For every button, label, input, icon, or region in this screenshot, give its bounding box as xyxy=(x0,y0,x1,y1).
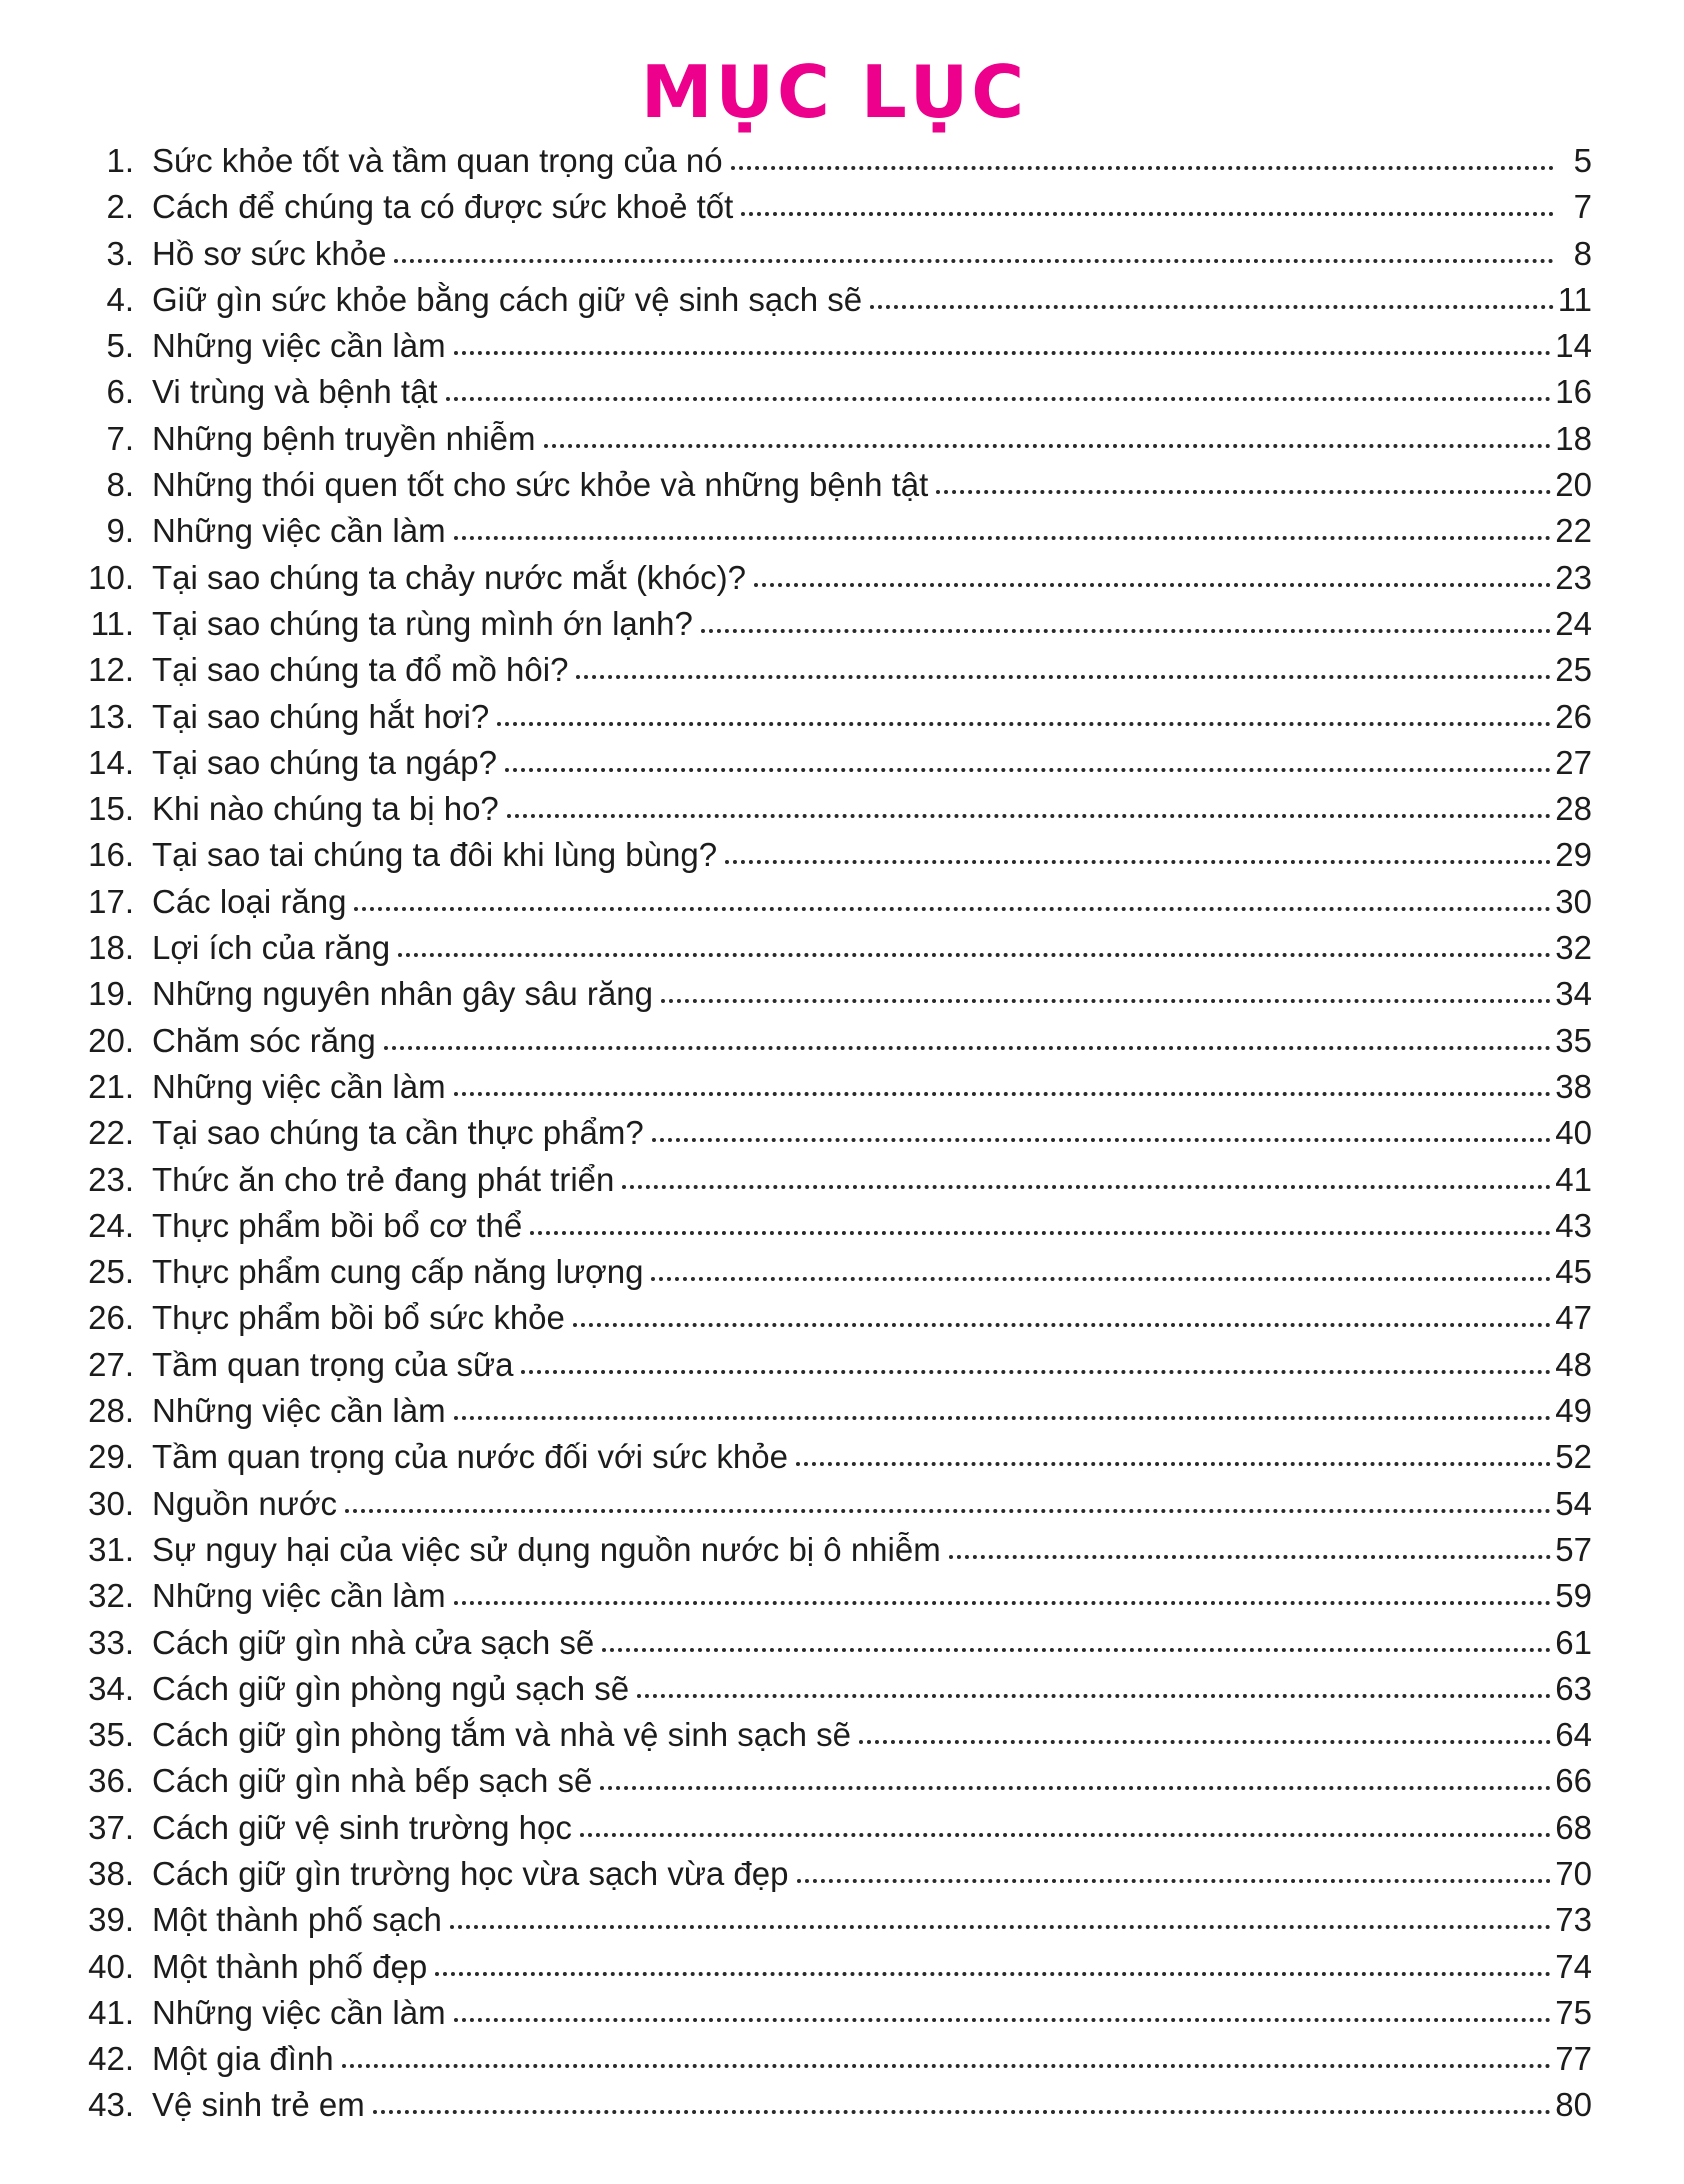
toc-entry-number: 30. xyxy=(88,1484,134,1522)
toc-entry xyxy=(76,1990,1592,2036)
toc-entry-number: 6. xyxy=(106,373,134,411)
toc-entry-title: Những việc cần làm xyxy=(152,327,446,365)
toc-entry-page: 40 xyxy=(1555,1114,1592,1152)
toc-entry-number: 43. xyxy=(88,2086,134,2124)
toc-entry-number: 19. xyxy=(88,975,134,1013)
toc-entry-page: 11 xyxy=(1557,280,1592,318)
dot-leader xyxy=(580,1833,1551,1837)
dot-leader xyxy=(661,999,1551,1003)
dot-leader xyxy=(701,629,1551,633)
toc-entry xyxy=(76,879,1592,925)
toc-entry-title: Những thói quen tốt cho sức khỏe và những bệnh tật xyxy=(152,466,929,504)
toc-entry-page: 74 xyxy=(1555,1947,1592,1985)
dot-leader xyxy=(373,2110,1552,2114)
toc-entry-title: Một thành phố sạch xyxy=(152,1901,442,1939)
toc-entry-title: Những việc cần làm xyxy=(152,1392,446,1430)
toc-entry-number: 5. xyxy=(106,327,134,365)
toc-entry-number: 32. xyxy=(88,1577,134,1615)
dot-leader xyxy=(394,259,1554,263)
dot-leader xyxy=(454,1416,1552,1420)
dot-leader xyxy=(446,397,1552,401)
toc-entry-number: 31. xyxy=(88,1530,134,1568)
toc-entry-number: 25. xyxy=(88,1253,134,1291)
dot-leader xyxy=(796,1462,1551,1466)
toc-entry-number: 20. xyxy=(88,1021,134,1059)
toc-entry xyxy=(76,231,1592,277)
toc-entry-page: 57 xyxy=(1555,1530,1592,1568)
toc-entry-number: 2. xyxy=(106,188,134,226)
dot-leader xyxy=(859,1740,1551,1744)
dot-leader xyxy=(505,768,1551,772)
dot-leader xyxy=(342,2064,1552,2068)
toc-entry-number: 40. xyxy=(88,1947,134,1985)
toc-entry-number: 35. xyxy=(88,1716,134,1754)
toc-entry-title: Thực phẩm cung cấp năng lượng xyxy=(152,1253,644,1291)
toc-entry xyxy=(76,740,1592,786)
toc-entry-title: Thức ăn cho trẻ đang phát triển xyxy=(152,1160,615,1198)
toc-entry-number: 16. xyxy=(88,836,134,874)
toc-entry-number: 15. xyxy=(88,790,134,828)
page-title: MỤC LỤC xyxy=(640,50,1028,134)
toc-entry-title: Những bệnh truyền nhiễm xyxy=(152,419,536,457)
dot-leader xyxy=(345,1509,1551,1513)
toc-entry-title: Những việc cần làm xyxy=(152,512,446,550)
toc-entry-page: 66 xyxy=(1555,1762,1592,1800)
toc-entry xyxy=(76,1295,1592,1341)
toc-entry-number: 22. xyxy=(88,1114,134,1152)
toc-entry-number: 17. xyxy=(88,882,134,920)
toc-entry-number: 36. xyxy=(88,1762,134,1800)
dot-leader xyxy=(354,907,1551,911)
toc-entry-page: 59 xyxy=(1555,1577,1592,1615)
toc-entry-number: 21. xyxy=(88,1067,134,1105)
toc-entry xyxy=(76,1758,1592,1804)
dot-leader xyxy=(507,814,1552,818)
toc-entry-title: Tại sao chúng hắt hơi? xyxy=(152,697,490,735)
dot-leader xyxy=(454,1092,1552,1096)
toc-entry xyxy=(76,925,1592,971)
dot-leader xyxy=(870,305,1554,309)
dot-leader xyxy=(497,722,1551,726)
toc-entry-title: Những việc cần làm xyxy=(152,1993,446,2031)
toc-entry-page: 80 xyxy=(1555,2086,1592,2124)
dot-leader xyxy=(454,536,1552,540)
toc-entry xyxy=(76,1157,1592,1203)
dot-leader xyxy=(949,1555,1552,1559)
toc-entry xyxy=(76,508,1592,554)
toc-entry-page: 23 xyxy=(1555,558,1592,596)
toc-entry-page: 77 xyxy=(1555,2040,1592,2078)
toc-entry-page: 70 xyxy=(1555,1854,1592,1892)
toc-entry-page: 38 xyxy=(1555,1067,1592,1105)
dot-leader xyxy=(741,212,1554,216)
toc-entry-title: Những việc cần làm xyxy=(152,1577,446,1615)
toc-entry-page: 63 xyxy=(1555,1669,1592,1707)
dot-leader xyxy=(521,1370,1551,1374)
dot-leader xyxy=(544,444,1552,448)
toc-entry-title: Hồ sơ sức khỏe xyxy=(152,234,387,272)
toc-entry-title: Tầm quan trọng của sữa xyxy=(152,1345,514,1383)
toc-entry-page: 41 xyxy=(1555,1160,1592,1198)
toc-entry-number: 33. xyxy=(88,1623,134,1661)
dot-leader xyxy=(576,675,1551,679)
dot-leader xyxy=(936,490,1551,494)
toc-entry-page: 64 xyxy=(1555,1716,1592,1754)
toc-entry-number: 28. xyxy=(88,1392,134,1430)
dot-leader xyxy=(731,166,1554,170)
toc-entry-title: Cách giữ gìn phòng tắm và nhà vệ sinh sạch sẽ xyxy=(152,1716,852,1754)
toc-entry-title: Tầm quan trọng của nước đối với sức khỏe xyxy=(152,1438,788,1476)
toc-entry xyxy=(76,1620,1592,1666)
toc-entry-page: 8 xyxy=(1573,234,1592,272)
dot-leader xyxy=(754,583,1551,587)
toc-entry-page: 73 xyxy=(1555,1901,1592,1939)
toc-entry xyxy=(76,2082,1592,2128)
toc-entry-page: 16 xyxy=(1555,373,1592,411)
toc-entry-title: Thực phẩm bồi bổ cơ thể xyxy=(152,1206,523,1244)
dot-leader xyxy=(530,1231,1551,1235)
toc-entry-title: Các loại răng xyxy=(152,882,347,920)
toc-entry xyxy=(76,277,1592,323)
toc-entry-title: Giữ gìn sức khỏe bằng cách giữ vệ sinh sạch sẽ xyxy=(152,280,863,318)
toc-entry-page: 25 xyxy=(1555,651,1592,689)
toc-entry xyxy=(76,786,1592,832)
dot-leader xyxy=(450,1925,1551,1929)
toc-entry-number: 1. xyxy=(106,142,134,179)
toc-entry-title: Những việc cần làm xyxy=(152,1067,446,1105)
toc-entry-title: Cách giữ gìn phòng ngủ sạch sẽ xyxy=(152,1669,630,1707)
toc-entry-page: 5 xyxy=(1573,142,1592,179)
toc-entry-page: 14 xyxy=(1555,327,1592,365)
toc-entry xyxy=(76,323,1592,369)
dot-leader xyxy=(602,1648,1551,1652)
dot-leader xyxy=(454,2018,1552,2022)
toc-entry-page: 26 xyxy=(1555,697,1592,735)
dot-leader xyxy=(651,1277,1551,1281)
toc-entry-title: Tại sao chúng ta chảy nước mắt (khóc)? xyxy=(152,558,746,596)
toc-entry xyxy=(76,555,1592,601)
toc-entry-title: Chăm sóc răng xyxy=(152,1021,376,1059)
toc-entry-number: 12. xyxy=(88,651,134,689)
toc-entry-page: 24 xyxy=(1555,604,1592,642)
toc-entry-page: 18 xyxy=(1555,419,1592,457)
toc-entry xyxy=(76,1527,1592,1573)
toc-entry-number: 9. xyxy=(106,512,134,550)
toc-entry-page: 32 xyxy=(1555,929,1592,967)
toc-entry-page: 29 xyxy=(1555,836,1592,874)
toc-entry-number: 41. xyxy=(88,1993,134,2031)
dot-leader xyxy=(797,1879,1552,1883)
toc-entry-number: 34. xyxy=(88,1669,134,1707)
toc-entry-number: 18. xyxy=(88,929,134,967)
dot-leader xyxy=(384,1046,1552,1050)
toc-entry-title: Cách giữ vệ sinh trường học xyxy=(152,1808,572,1846)
toc-entry xyxy=(76,1897,1592,1943)
toc-entry-title: Một thành phố đẹp xyxy=(152,1947,428,1985)
toc-entry-number: 8. xyxy=(106,466,134,504)
toc-entry xyxy=(76,1805,1592,1851)
toc-entry xyxy=(76,694,1592,740)
toc-entry-title: Tại sao chúng ta rùng mình ớn lạnh? xyxy=(152,604,693,642)
toc-entry-page: 20 xyxy=(1555,466,1592,504)
toc-entry-page: 68 xyxy=(1555,1808,1592,1846)
toc-entry xyxy=(76,647,1592,693)
toc-entry xyxy=(76,1388,1592,1434)
toc-entry-number: 13. xyxy=(88,697,134,735)
dot-leader xyxy=(637,1694,1551,1698)
dot-leader xyxy=(622,1185,1551,1189)
dot-leader xyxy=(398,953,1551,957)
toc-entry-page: 34 xyxy=(1555,975,1592,1013)
toc-entry-title: Vệ sinh trẻ em xyxy=(152,2086,365,2124)
toc-entry-number: 38. xyxy=(88,1854,134,1892)
toc-entry xyxy=(76,1712,1592,1758)
toc-entry-page: 27 xyxy=(1555,743,1592,781)
toc-entry xyxy=(76,369,1592,415)
toc-entry xyxy=(76,1064,1592,1110)
toc-entry-number: 29. xyxy=(88,1438,134,1476)
dot-leader xyxy=(454,351,1552,355)
toc-entry-title: Cách giữ gìn trường học vừa sạch vừa đẹp xyxy=(152,1854,789,1892)
toc-entry-title: Những nguyên nhân gây sâu răng xyxy=(152,975,653,1013)
toc-entry-title: Một gia đình xyxy=(152,2040,334,2078)
toc-entry-title: Tại sao chúng ta đổ mồ hôi? xyxy=(152,651,569,689)
dot-leader xyxy=(435,1972,1551,1976)
toc-entry-number: 14. xyxy=(88,743,134,781)
toc-entry xyxy=(76,1573,1592,1619)
toc-entry xyxy=(76,184,1592,230)
toc-entry xyxy=(76,1110,1592,1156)
toc-entry xyxy=(76,832,1592,878)
toc-list xyxy=(76,138,1592,2129)
toc-entry-title: Tại sao chúng ta cần thực phẩm? xyxy=(152,1114,644,1152)
toc-entry-page: 61 xyxy=(1555,1623,1592,1661)
toc-entry xyxy=(76,1249,1592,1295)
toc-entry-title: Nguồn nước xyxy=(152,1484,337,1522)
toc-entry xyxy=(76,1342,1592,1388)
toc-entry-title: Lợi ích của răng xyxy=(152,929,391,967)
toc-entry-number: 42. xyxy=(88,2040,134,2078)
dot-leader xyxy=(573,1323,1551,1327)
toc-entry-number: 26. xyxy=(88,1299,134,1337)
toc-entry-page: 22 xyxy=(1555,512,1592,550)
toc-entry-number: 4. xyxy=(106,280,134,318)
toc-entry-page: 30 xyxy=(1555,882,1592,920)
toc-entry-page: 47 xyxy=(1555,1299,1592,1337)
toc-entry-title: Vi trùng và bệnh tật xyxy=(152,373,438,411)
toc-entry xyxy=(76,462,1592,508)
toc-entry-page: 52 xyxy=(1555,1438,1592,1476)
toc-entry-number: 39. xyxy=(88,1901,134,1939)
toc-entry xyxy=(76,1018,1592,1064)
toc-entry xyxy=(76,1481,1592,1527)
toc-entry-page: 49 xyxy=(1555,1392,1592,1430)
toc-entry xyxy=(76,971,1592,1017)
dot-leader xyxy=(652,1138,1552,1142)
toc-entry-title: Cách giữ gìn nhà bếp sạch sẽ xyxy=(152,1762,593,1800)
toc-entry-title: Cách để chúng ta có được sức khoẻ tốt xyxy=(152,188,734,226)
dot-leader xyxy=(600,1786,1551,1790)
dot-leader xyxy=(454,1601,1552,1605)
toc-entry-number: 24. xyxy=(88,1206,134,1244)
toc-entry xyxy=(76,1666,1592,1712)
toc-entry-title: Sự nguy hại của việc sử dụng nguồn nước bị ô nhiễm xyxy=(152,1530,941,1568)
toc-entry-number: 27. xyxy=(88,1345,134,1383)
dot-leader xyxy=(725,860,1551,864)
toc-entry-title: Cách giữ gìn nhà cửa sạch sẽ xyxy=(152,1623,595,1661)
toc-entry-page: 45 xyxy=(1555,1253,1592,1291)
toc-entry xyxy=(76,416,1592,462)
toc-entry xyxy=(76,2036,1592,2082)
toc-entry-page: 75 xyxy=(1555,1993,1592,2031)
toc-entry-number: 37. xyxy=(88,1808,134,1846)
toc-entry xyxy=(76,1203,1592,1249)
toc-entry-page: 35 xyxy=(1555,1021,1592,1059)
toc-entry-number: 11. xyxy=(90,604,134,642)
toc-entry-page: 28 xyxy=(1555,790,1592,828)
toc-entry-title: Tại sao tai chúng ta đôi khi lùng bùng? xyxy=(152,836,718,874)
toc-entry xyxy=(76,1944,1592,1990)
toc-entry xyxy=(76,138,1592,184)
toc-entry-number: 7. xyxy=(106,419,134,457)
toc-entry-number: 23. xyxy=(88,1160,134,1198)
toc-entry xyxy=(76,601,1592,647)
toc-entry-title: Khi nào chúng ta bị ho? xyxy=(152,790,499,828)
toc-entry-title: Sức khỏe tốt và tầm quan trọng của nó xyxy=(152,142,723,179)
toc-entry-page: 7 xyxy=(1573,188,1592,226)
toc-entry-page: 54 xyxy=(1555,1484,1592,1522)
toc-entry-page: 43 xyxy=(1555,1206,1592,1244)
toc-entry-number: 3. xyxy=(106,234,134,272)
toc-entry xyxy=(76,1851,1592,1897)
toc-entry-page: 48 xyxy=(1555,1345,1592,1383)
toc-entry-number: 10. xyxy=(88,558,134,596)
toc-entry-title: Thực phẩm bồi bổ sức khỏe xyxy=(152,1299,565,1337)
toc-entry-title: Tại sao chúng ta ngáp? xyxy=(152,743,497,781)
toc-entry xyxy=(76,1434,1592,1480)
